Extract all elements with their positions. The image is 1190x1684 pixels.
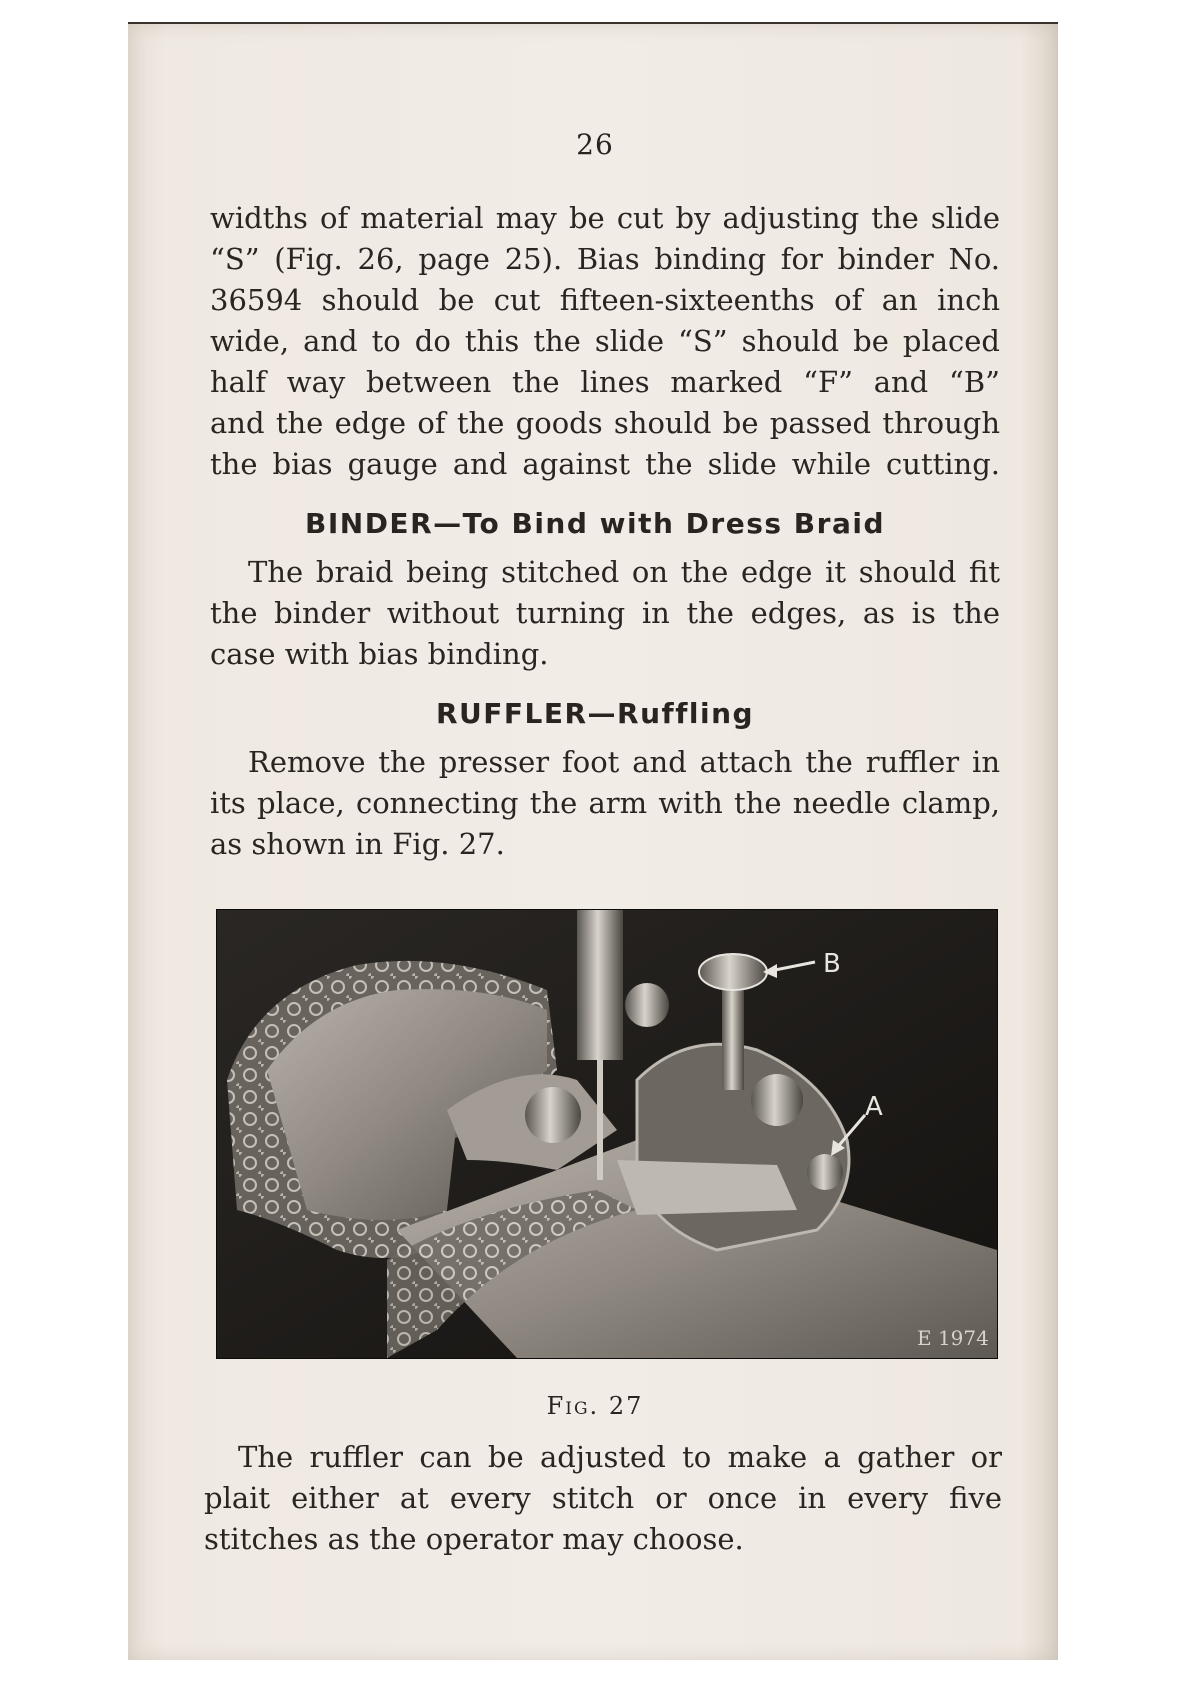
heading-ruffler: RUFFLER—Ruffling [435, 697, 755, 730]
text-line: The braid being stitched on the edge it should fit [248, 555, 1000, 589]
text-line: half way between the lines marked “F” and “B” [210, 365, 1000, 399]
callout-a-label: A [865, 1092, 883, 1122]
text-line: the binder without turning in the edges, as is the [210, 596, 1000, 630]
paragraph-ruffler-adjustment [204, 1437, 1002, 1560]
ruffler-blade [617, 1160, 797, 1215]
thumb-nut [525, 1087, 581, 1143]
adjusting-lever-a [807, 1154, 843, 1190]
needle [597, 1060, 603, 1180]
needle-bar [577, 910, 623, 1060]
ruffler-illustration [217, 910, 997, 1358]
text-line: as shown in Fig. 27. [210, 827, 505, 861]
text-line: the bias gauge and against the slide while cutting. [210, 447, 1000, 481]
text-line: widths of material may be cut by adjusting the slide [210, 201, 1000, 235]
text-line: wide, and to do this the slide “S” should be placed [210, 324, 1000, 358]
paragraph-bias-binding [210, 198, 1000, 485]
text-line: plait either at every stitch or once in every five [204, 1481, 1002, 1515]
ruffler-screw [751, 1074, 803, 1126]
text-line: 36594 should be cut fifteen-sixteenths of an inch [210, 283, 1000, 317]
paragraph-ruffler [210, 742, 1000, 865]
page-number: 26 [576, 128, 614, 161]
figure-caption-prefix: Fig. [546, 1392, 600, 1420]
text-line: “S” (Fig. 26, page 25). Bias binding for binder No. [210, 242, 1000, 276]
plate-code: E 1974 [917, 1326, 989, 1350]
text-line: The ruffler can be adjusted to make a gather or [238, 1440, 1002, 1474]
text-line: its place, connecting the arm with the needle clamp, [210, 786, 1000, 820]
figure-27-ruffler-photo [216, 909, 998, 1359]
adjusting-thumbscrew-b [699, 954, 767, 990]
text-line: Remove the presser foot and attach the ruffler in [248, 745, 1000, 779]
figure-caption-number: 27 [608, 1392, 644, 1420]
text-line: stitches as the operator may choose. [204, 1522, 744, 1556]
paragraph-binder [210, 552, 1000, 675]
figure-caption [0, 1392, 1190, 1420]
text-line: case with bias binding. [210, 637, 549, 671]
text-line: and the edge of the goods should be passed through [210, 406, 1000, 440]
heading-binder: BINDER—To Bind with Dress Braid [305, 507, 885, 540]
clamp-screw [625, 983, 669, 1027]
callout-b-label: B [823, 949, 841, 979]
